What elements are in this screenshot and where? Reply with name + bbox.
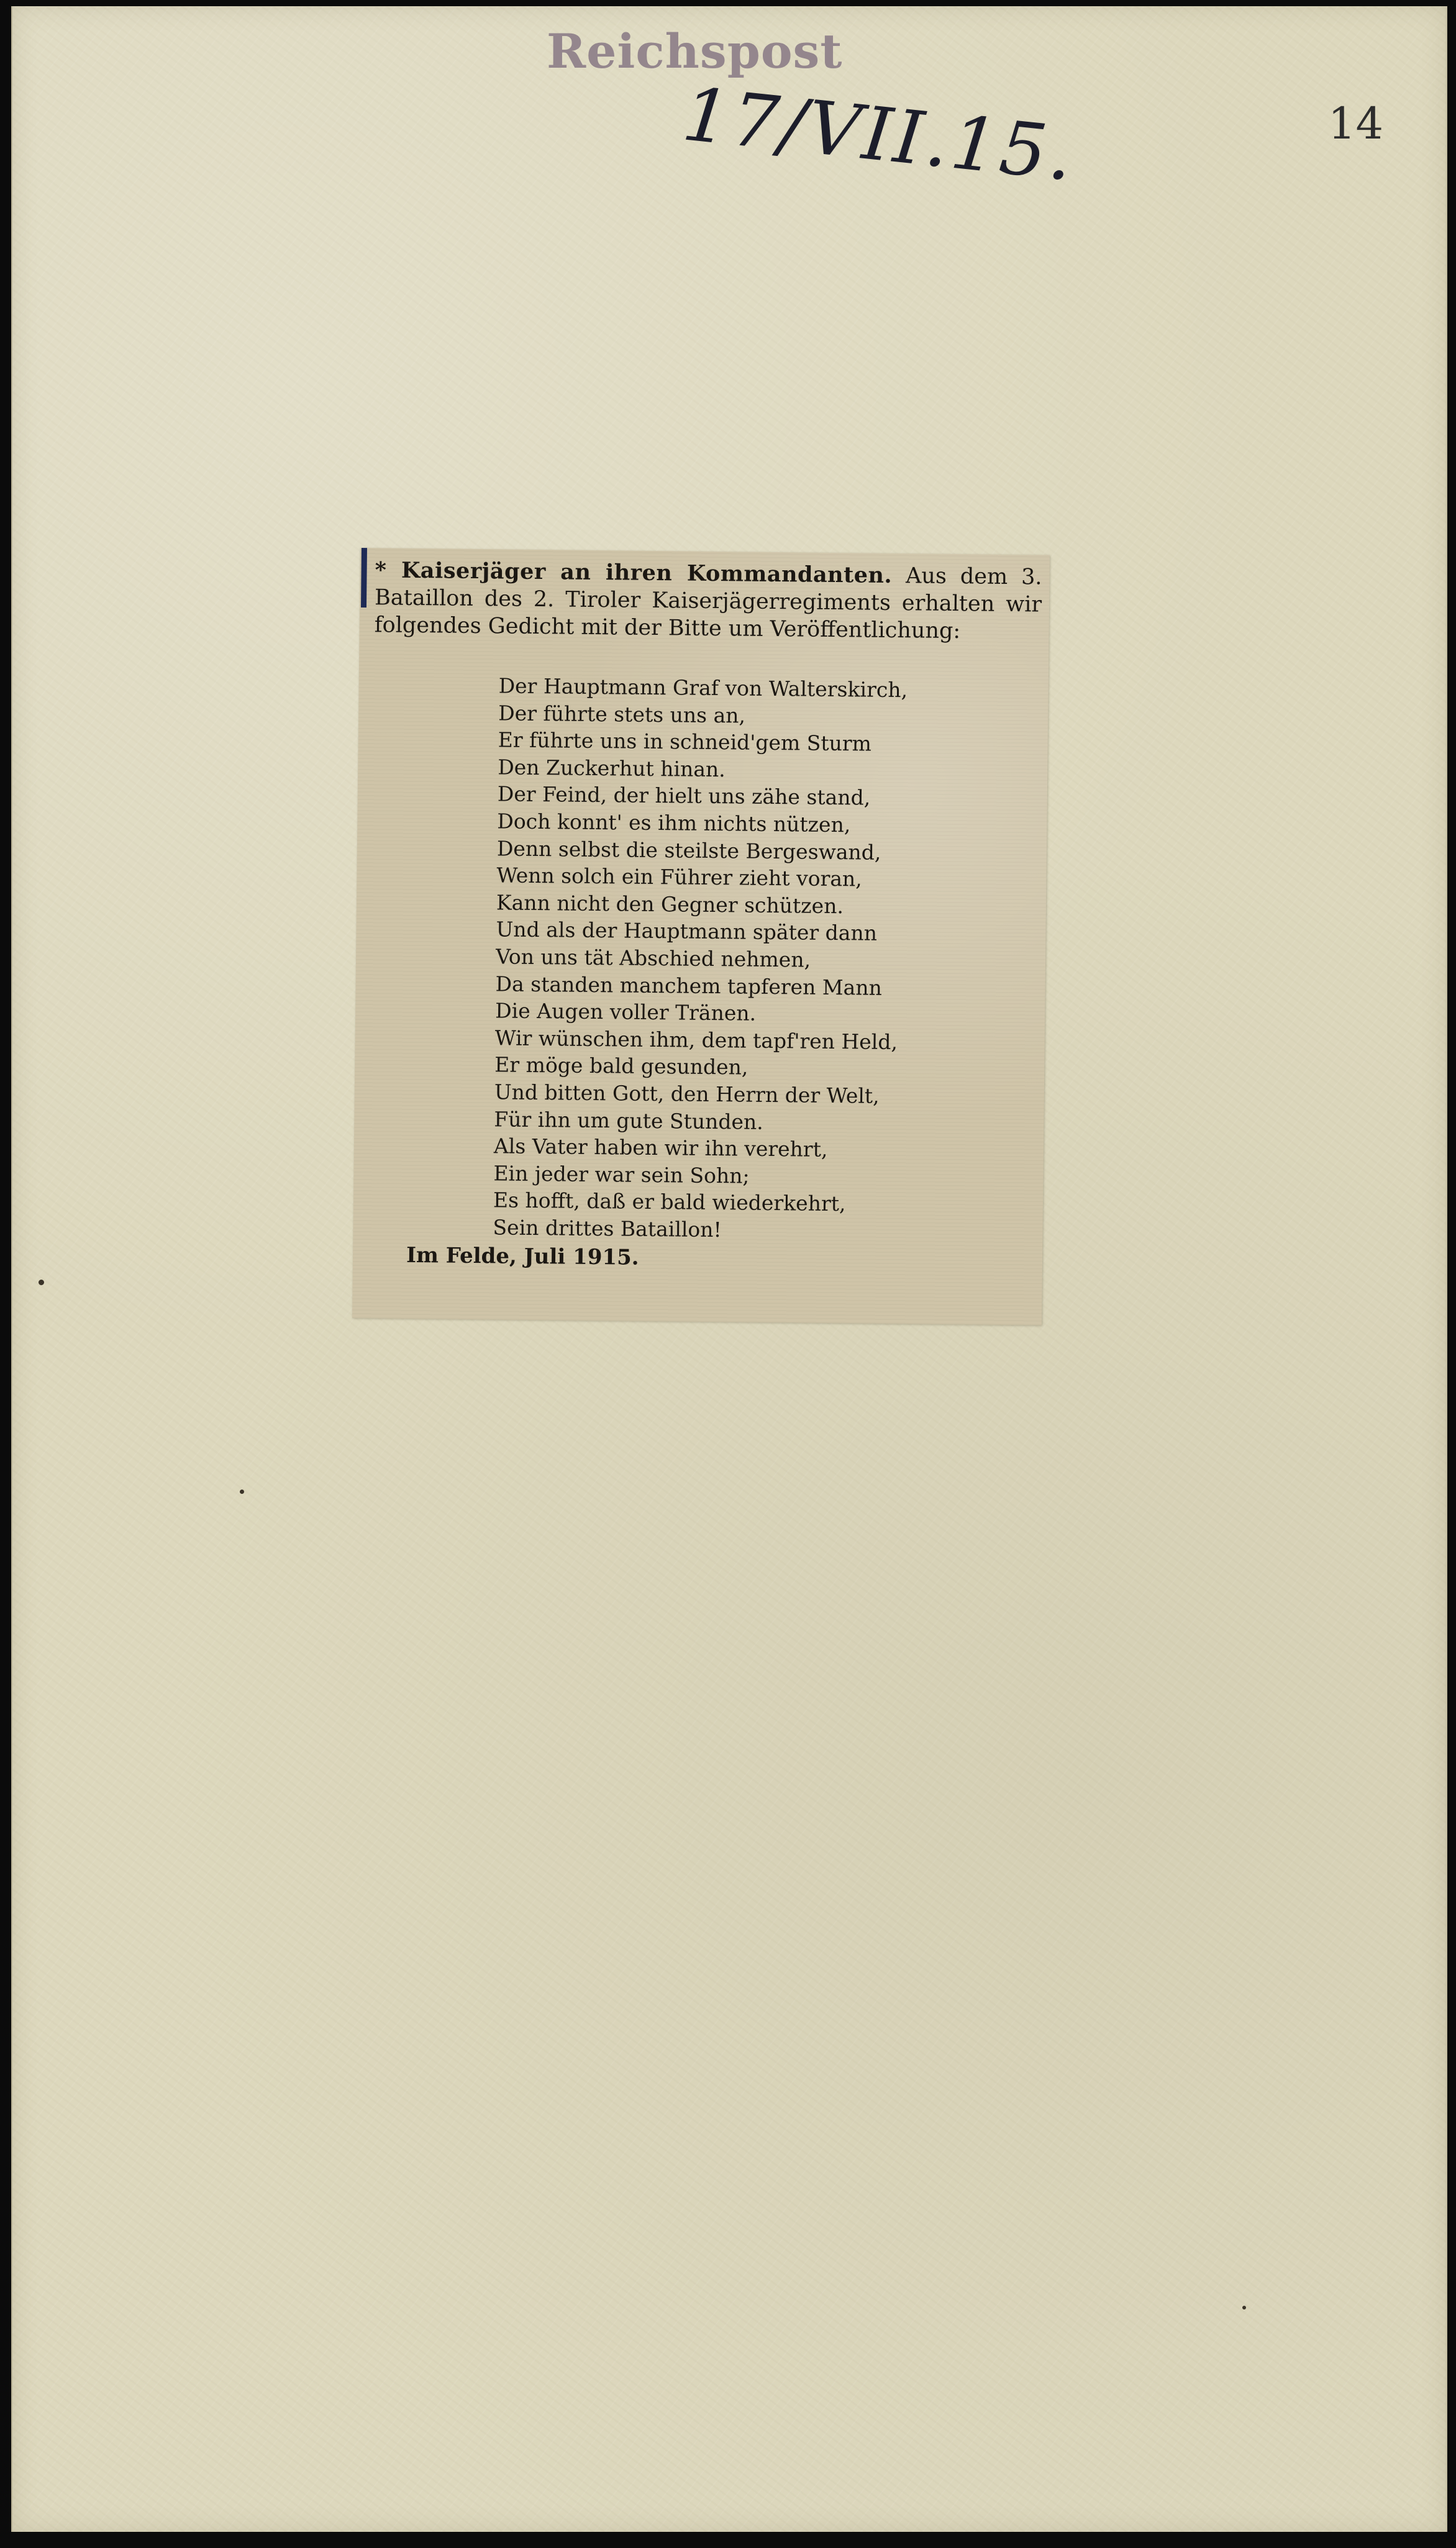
paper-speck [39, 1280, 44, 1285]
poem [493, 672, 996, 1246]
poem-line: Es hofft, daß er bald wiederkehrt, [493, 1188, 846, 1216]
newspaper-stamp: Reichspost [547, 24, 843, 79]
poem-line: Denn selbst die steilste Bergeswand, [496, 835, 881, 865]
poem-line: Für ihn um gute Stunden. [494, 1106, 764, 1134]
poem-line: Der Hauptmann Graf von Walterskirch, [498, 673, 908, 703]
newspaper-clipping [352, 548, 1050, 1326]
clipping-intro-text: Aus dem 3. Bataillon des 2. Tiroler Kaiserjägerregiments erhalten wir folgendes Gedicht mit der Bitte um Veröffentlichung: [374, 563, 1042, 644]
poem-line: Die Augen voller Tränen. [495, 998, 757, 1026]
blue-pencil-mark [361, 548, 367, 607]
poem-line: Doch konnt' es ihm nichts nützen, [497, 809, 851, 837]
poem-line: Und bitten Gott, den Herrn der Welt, [494, 1080, 880, 1108]
poem-line: Der führte stets uns an, [498, 700, 746, 728]
paper-speck [1242, 2306, 1246, 2309]
poem-line: Der Feind, der hielt uns zähe stand, [497, 781, 871, 810]
poem-line: Von uns tät Abschied nehmen, [495, 944, 811, 972]
poem-line: Als Vater haben wir ihn verehrt, [493, 1134, 828, 1162]
paper-speck [240, 1490, 244, 1494]
poem-line: Kann nicht den Gegner schützen. [496, 890, 844, 918]
page-number: 14 [1328, 98, 1384, 149]
poem-line: Wenn solch ein Führer zieht voran, [496, 863, 862, 891]
clipping-headline: * Kaiserjäger an ihren Kommandanten. [375, 557, 893, 588]
poem-line: Er führte uns in schneid'gem Sturm [498, 727, 872, 756]
clipping-signoff: Im Felde, Juli 1915. [406, 1242, 639, 1270]
clipping-intro-paragraph [374, 557, 1042, 645]
poem-line: Und als der Hauptmann später dann [496, 917, 878, 946]
archive-sheet [11, 6, 1447, 2532]
handwritten-date: 17/VII.15. [678, 71, 1080, 198]
poem-line: Er möge bald gesunden, [494, 1052, 748, 1080]
poem-line: Ein jeder war sein Sohn; [493, 1160, 750, 1188]
poem-line: Sein drittes Bataillon! [493, 1215, 722, 1242]
poem-line: Da standen manchem tapferen Mann [495, 971, 883, 1000]
poem-line: Wir wünschen ihm, dem tapf'ren Held, [494, 1026, 898, 1054]
poem-line: Den Zuckerhut hinan. [498, 755, 726, 781]
